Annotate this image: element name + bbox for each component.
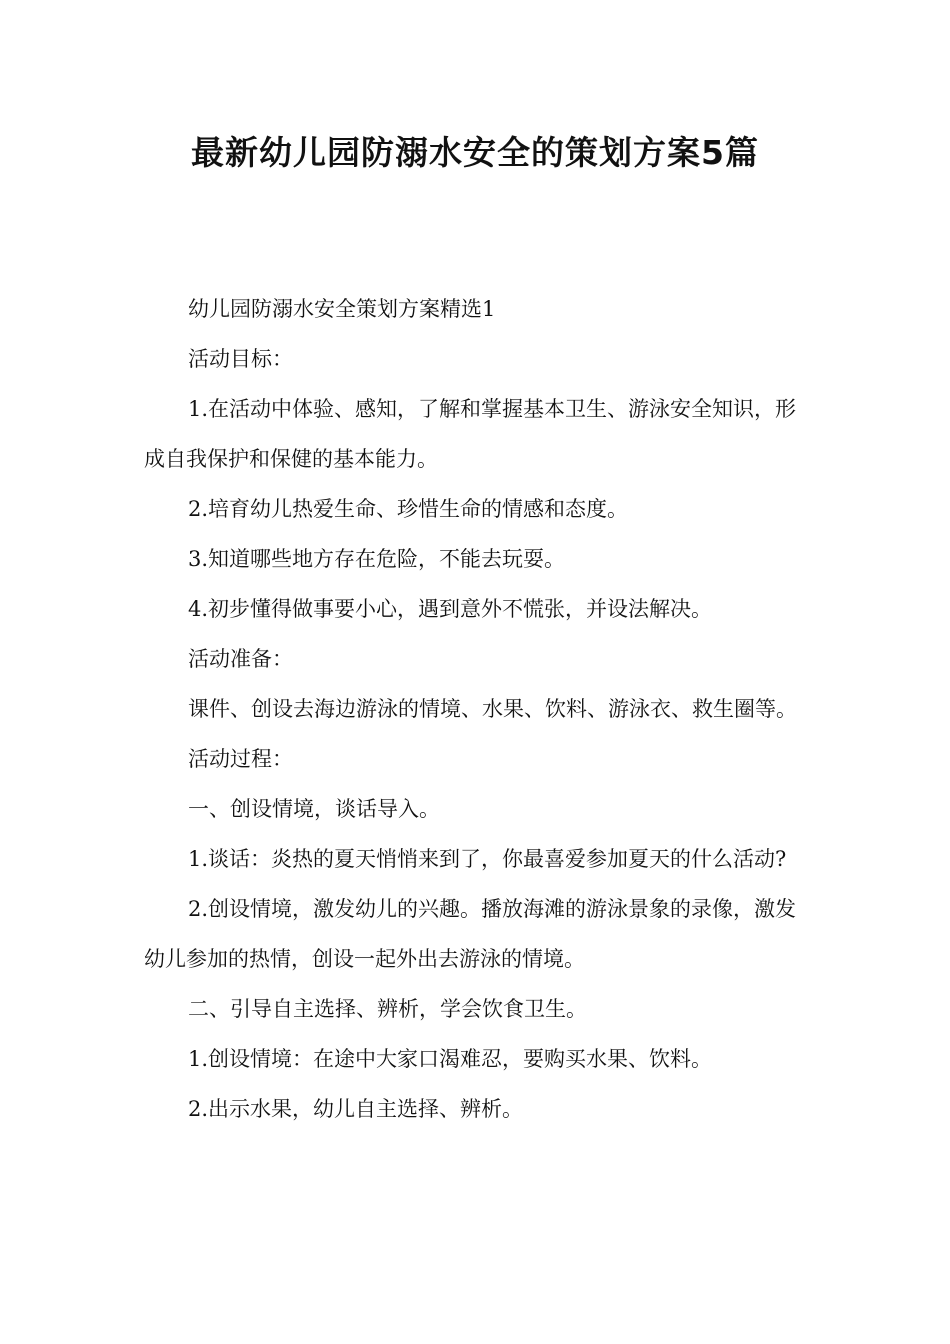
document-title: 最新幼儿园防溺水安全的策划方案5篇 bbox=[191, 133, 759, 172]
section-heading: 幼儿园防溺水安全策划方案精选1 bbox=[188, 297, 496, 321]
paragraph: 1.创设情境：在途中大家口渴难忍，要购买水果、饮料。 bbox=[188, 1047, 713, 1071]
paragraph: 课件、创设去海边游泳的情境、水果、饮料、游泳衣、救生圈等。 bbox=[188, 697, 797, 721]
paragraph: 1.在活动中体验、感知，了解和掌握基本卫生、游泳安全知识，形成自我保护和保健的基本能力。 bbox=[144, 397, 797, 471]
paragraph: 二、引导自主选择、辨析，学会饮食卫生。 bbox=[188, 997, 587, 1021]
paragraph: 2.创设情境，激发幼儿的兴趣。播放海滩的游泳景象的录像，激发幼儿参加的热情，创设一起外出去游泳的情境。 bbox=[144, 897, 797, 971]
paragraph: 活动目标： bbox=[188, 347, 293, 371]
paragraph: 2.培育幼儿热爱生命、珍惜生命的情感和态度。 bbox=[188, 497, 629, 521]
document-body bbox=[144, 284, 809, 1134]
paragraph: 1.谈话：炎热的夏天悄悄来到了，你最喜爱参加夏天的什么活动? bbox=[188, 847, 787, 871]
paragraph: 活动过程： bbox=[188, 747, 293, 771]
paragraph: 3.知道哪些地方存在危险，不能去玩耍。 bbox=[188, 547, 566, 571]
paragraph: 2.出示水果，幼儿自主选择、辨析。 bbox=[188, 1097, 524, 1121]
paragraph: 一、创设情境，谈话导入。 bbox=[188, 797, 440, 821]
paragraph: 4.初步懂得做事要小心，遇到意外不慌张，并设法解决。 bbox=[188, 597, 713, 621]
paragraph: 活动准备： bbox=[188, 647, 293, 671]
